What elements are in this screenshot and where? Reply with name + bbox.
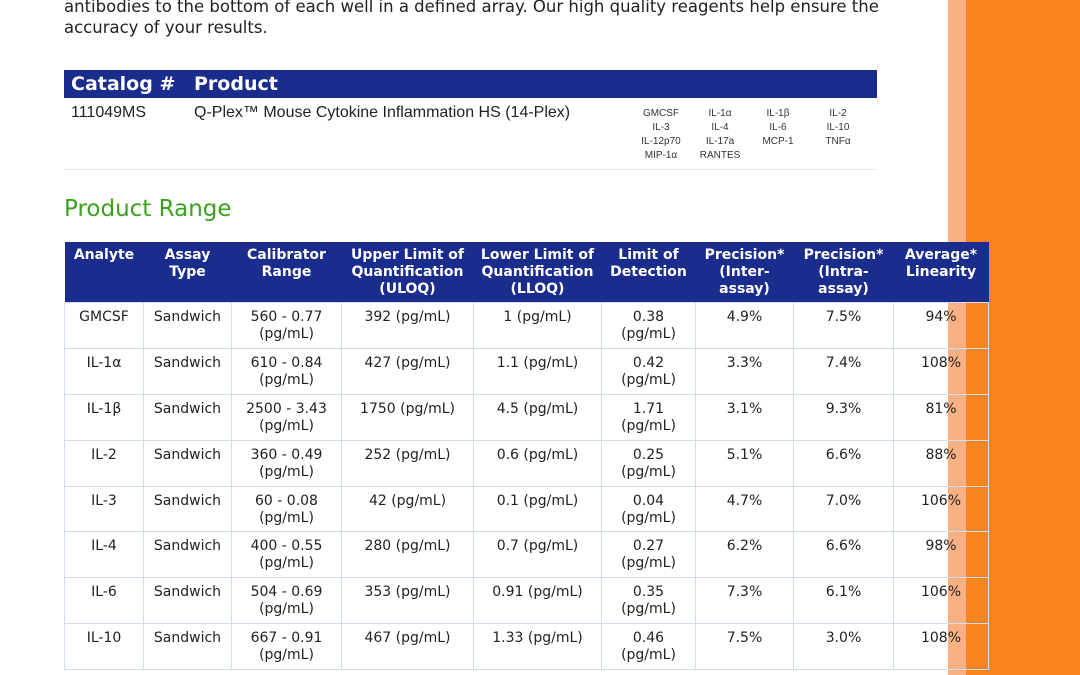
table-cell: IL-3 <box>65 487 144 532</box>
table-cell: 0.1 (pg/mL) <box>474 487 602 532</box>
table-cell: 392 (pg/mL) <box>342 303 474 349</box>
analyte-name: IL-17a <box>705 136 735 147</box>
table-cell: 42 (pg/mL) <box>342 487 474 532</box>
table-cell: 280 (pg/mL) <box>342 532 474 578</box>
table-cell: 7.5% <box>794 303 894 349</box>
table-cell: 106% <box>894 578 989 624</box>
table-cell: 0.38 (pg/mL) <box>602 303 696 349</box>
analyte-name: IL-10 <box>826 122 850 133</box>
column-header: Precision* (Intra-assay) <box>794 242 894 303</box>
table-cell: 360 - 0.49 (pg/mL) <box>232 441 342 487</box>
table-cell: 6.1% <box>794 578 894 624</box>
table-cell: 0.42 (pg/mL) <box>602 349 696 395</box>
table-cell: IL-1β <box>65 395 144 441</box>
table-cell: 5.1% <box>696 441 794 487</box>
table-cell: 98% <box>894 532 989 578</box>
table-cell: 4.9% <box>696 303 794 349</box>
table-cell: 108% <box>894 349 989 395</box>
table-cell: IL-4 <box>65 532 144 578</box>
analyte-name: TNFα <box>825 136 851 147</box>
table-row <box>65 441 989 487</box>
table-cell: 2500 - 3.43 (pg/mL) <box>232 395 342 441</box>
catalog-number: 111049MS <box>71 104 147 121</box>
table-cell: Sandwich <box>144 303 232 349</box>
analyte-list-column <box>631 107 691 163</box>
table-cell: Sandwich <box>144 395 232 441</box>
analyte-list-column <box>808 107 868 149</box>
table-cell: 0.46 (pg/mL) <box>602 624 696 670</box>
table-cell: Sandwich <box>144 349 232 395</box>
table-cell: 4.7% <box>696 487 794 532</box>
table-cell: 3.0% <box>794 624 894 670</box>
section-title: Product Range <box>64 196 232 222</box>
analyte-name: IL-3 <box>652 122 670 133</box>
table-header-row <box>65 242 989 303</box>
table-cell: 667 - 0.91 (pg/mL) <box>232 624 342 670</box>
analyte-name: IL-1β <box>766 108 790 119</box>
table-cell: 1750 (pg/mL) <box>342 395 474 441</box>
table-cell: IL-10 <box>65 624 144 670</box>
table-cell: IL-1α <box>65 349 144 395</box>
table-cell: 7.5% <box>696 624 794 670</box>
table-cell: 1 (pg/mL) <box>474 303 602 349</box>
analyte-name: IL-4 <box>711 122 729 133</box>
product-name: Q-Plex™ Mouse Cytokine Inflammation HS (14-Plex) <box>194 104 571 121</box>
table-cell: 0.6 (pg/mL) <box>474 441 602 487</box>
table-cell: 0.04 (pg/mL) <box>602 487 696 532</box>
table-row <box>65 349 989 395</box>
column-header: Calibrator Range <box>232 242 342 303</box>
analyte-name: MIP-1α <box>644 150 678 161</box>
column-header: Upper Limit of Quantification (ULOQ) <box>342 242 474 303</box>
table-cell: Sandwich <box>144 624 232 670</box>
analyte-name: IL-6 <box>769 122 787 133</box>
table-cell: 6.2% <box>696 532 794 578</box>
catalog-table <box>64 70 877 170</box>
table-row <box>65 395 989 441</box>
table-cell: Sandwich <box>144 487 232 532</box>
table-cell: Sandwich <box>144 441 232 487</box>
catalog-number-header: Catalog # <box>71 73 176 95</box>
analyte-name: MCP-1 <box>762 136 794 147</box>
table-cell: 427 (pg/mL) <box>342 349 474 395</box>
table-cell: Sandwich <box>144 532 232 578</box>
table-cell: 610 - 0.84 (pg/mL) <box>232 349 342 395</box>
column-header: Limit of Detection <box>602 242 696 303</box>
column-header: Assay Type <box>144 242 232 303</box>
analyte-name: IL-2 <box>829 108 847 119</box>
table-row <box>65 487 989 532</box>
column-header: Lower Limit of Quantification (LLOQ) <box>474 242 602 303</box>
table-cell: 1.1 (pg/mL) <box>474 349 602 395</box>
table-cell: GMCSF <box>65 303 144 349</box>
table-cell: 467 (pg/mL) <box>342 624 474 670</box>
table-cell: 7.4% <box>794 349 894 395</box>
table-cell: 88% <box>894 441 989 487</box>
analyte-list-column <box>748 107 808 149</box>
catalog-header <box>64 70 877 98</box>
table-cell: 7.3% <box>696 578 794 624</box>
product-range-table <box>64 242 989 670</box>
table-row <box>65 303 989 349</box>
table-row <box>65 578 989 624</box>
table-cell: 3.1% <box>696 395 794 441</box>
table-cell: 108% <box>894 624 989 670</box>
intro-paragraph: antibodies to the bottom of each well in a defined array. Our high quality reagents help ensure the accuracy of your results. <box>64 0 879 37</box>
catalog-row <box>64 98 877 170</box>
table-cell: 4.5 (pg/mL) <box>474 395 602 441</box>
column-header: Precision* (Inter-assay) <box>696 242 794 303</box>
table-cell: 6.6% <box>794 441 894 487</box>
table-cell: IL-2 <box>65 441 144 487</box>
table-cell: 106% <box>894 487 989 532</box>
table-cell: 6.6% <box>794 532 894 578</box>
table-cell: 60 - 0.08 (pg/mL) <box>232 487 342 532</box>
column-header: Average* Linearity <box>894 242 989 303</box>
table-row <box>65 532 989 578</box>
table-cell: 9.3% <box>794 395 894 441</box>
analyte-name: IL-12p70 <box>641 136 681 147</box>
table-cell: 400 - 0.55 (pg/mL) <box>232 532 342 578</box>
table-cell: 7.0% <box>794 487 894 532</box>
analyte-name: GMCSF <box>642 108 680 119</box>
column-header: Analyte <box>65 242 144 303</box>
analyte-name: IL-1α <box>708 108 732 119</box>
table-cell: 252 (pg/mL) <box>342 441 474 487</box>
table-cell: 0.35 (pg/mL) <box>602 578 696 624</box>
table-cell: 94% <box>894 303 989 349</box>
table-cell: 0.27 (pg/mL) <box>602 532 696 578</box>
table-cell: 353 (pg/mL) <box>342 578 474 624</box>
table-cell: 504 - 0.69 (pg/mL) <box>232 578 342 624</box>
table-cell: 0.7 (pg/mL) <box>474 532 602 578</box>
analyte-list-column <box>690 107 750 163</box>
product-header: Product <box>194 73 278 95</box>
table-cell: 0.25 (pg/mL) <box>602 441 696 487</box>
table-cell: 81% <box>894 395 989 441</box>
table-row <box>65 624 989 670</box>
table-cell: 1.33 (pg/mL) <box>474 624 602 670</box>
table-cell: 0.91 (pg/mL) <box>474 578 602 624</box>
analyte-name: RANTES <box>699 150 741 161</box>
table-cell: Sandwich <box>144 578 232 624</box>
table-cell: IL-6 <box>65 578 144 624</box>
table-cell: 560 - 0.77 (pg/mL) <box>232 303 342 349</box>
table-cell: 3.3% <box>696 349 794 395</box>
table-cell: 1.71 (pg/mL) <box>602 395 696 441</box>
